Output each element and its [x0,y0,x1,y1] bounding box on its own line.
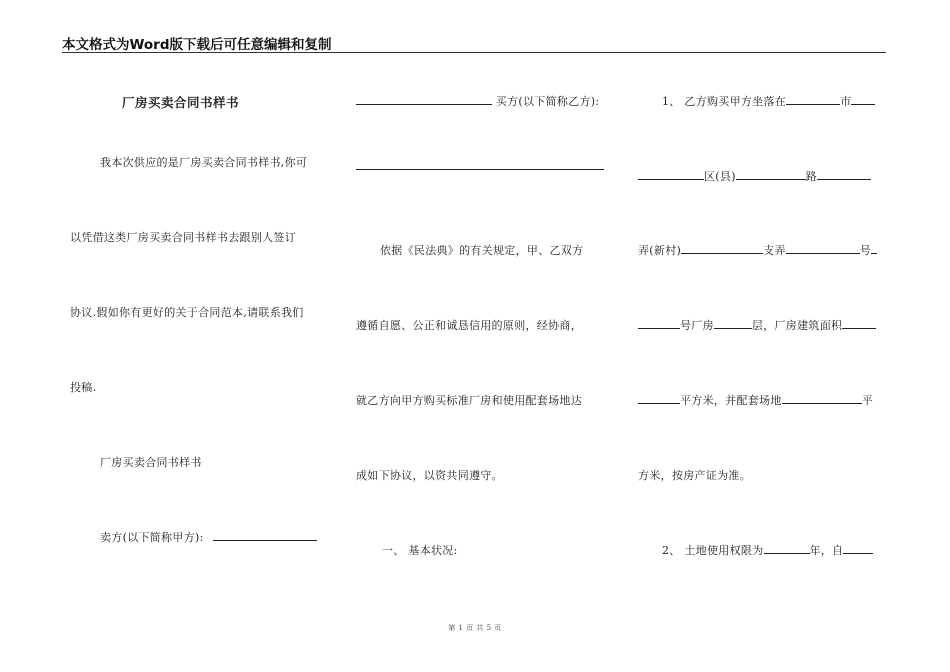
para-line-4: 成如下协议，以资共同遵守。 [356,469,503,482]
buyer-line [356,93,608,109]
item1-floor: 层，厂房建筑面积 [751,319,843,332]
item1-factory-no: 号厂房 [680,319,714,332]
intro-line-3: 协议.假如你有更好的关于合同范本,请联系我们 [70,306,304,319]
header-text: 本文格式为Word版下载后可任意编辑和复制 [62,37,332,53]
buyer-extra-line [356,168,608,170]
item1-line-1 [638,93,888,109]
item2-line-1 [638,542,888,558]
item1-road: 路 [805,170,818,183]
page-footer: 第 1 页 共 5 页 [448,624,502,632]
item1-line-5 [638,392,888,408]
district-blank [638,169,704,180]
item1-line-3 [638,242,888,258]
item1-branch: 支弄 [763,244,786,257]
subtitle: 厂房买卖合同书样书 [100,456,202,469]
column-3 [638,80,888,600]
item1-lane: 弄(新村) [638,244,682,257]
seller-line [70,529,328,545]
from-blank [843,543,873,554]
item2-prefix: 2、 土地使用权限为 [662,544,764,557]
item1-district: 区(县) [704,170,736,183]
road-blank [736,169,806,180]
floor-blank [714,318,752,329]
para-line-2: 遵循自愿、公正和诚恳信用的原则，经协商， [356,319,582,332]
column-2 [356,80,608,600]
item2-year: 年，自 [809,544,844,557]
area-blank [842,318,876,329]
item1-ping: 平 [861,394,874,407]
item1-sqm: 平方米，并配套场地 [680,394,782,407]
number-blank [871,243,877,254]
branch-blank [786,243,860,254]
sqm-blank [638,393,680,404]
buyer-label: 买方(以下简称乙方): [495,95,600,108]
item1-line-6: 方米，按房产证为准。 [638,469,751,482]
item1-line-2 [638,168,888,184]
para-line-3: 就乙方向甲方购买标准厂房和使用配套场地达 [356,394,582,407]
site-blank [782,393,862,404]
term-blank [764,543,810,554]
seller-blank [213,530,317,541]
buyer-extra-blank [356,168,604,170]
para-line-1: 依据《民法典》的有关规定，甲、乙双方 [380,244,584,257]
lane-blank [681,243,763,254]
page-header [62,30,886,53]
column-1 [70,80,328,600]
intro-line-4: 投稿. [70,381,97,394]
section-1-heading: 一、 基本状况: [382,544,458,557]
location-blank [786,94,840,105]
item1-line-4 [638,317,888,333]
intro-line-1: 我本次供应的是厂房买卖合同书样书,你可 [100,156,308,169]
city-blank [851,94,875,105]
seller-label: 卖方(以下简称甲方): [100,531,204,544]
item1-number: 号 [859,244,872,257]
document-title: 厂房买卖合同书样书 [122,95,240,110]
intro-line-2: 以凭借这类厂房买卖合同书样书去跟别人签订 [70,231,296,244]
factory-no-blank [638,318,680,329]
buyer-blank [356,94,492,105]
road-after-blank [817,169,871,180]
item1-city: 市 [840,95,852,108]
item1-prefix: 1、 乙方购买甲方坐落在 [662,95,787,108]
